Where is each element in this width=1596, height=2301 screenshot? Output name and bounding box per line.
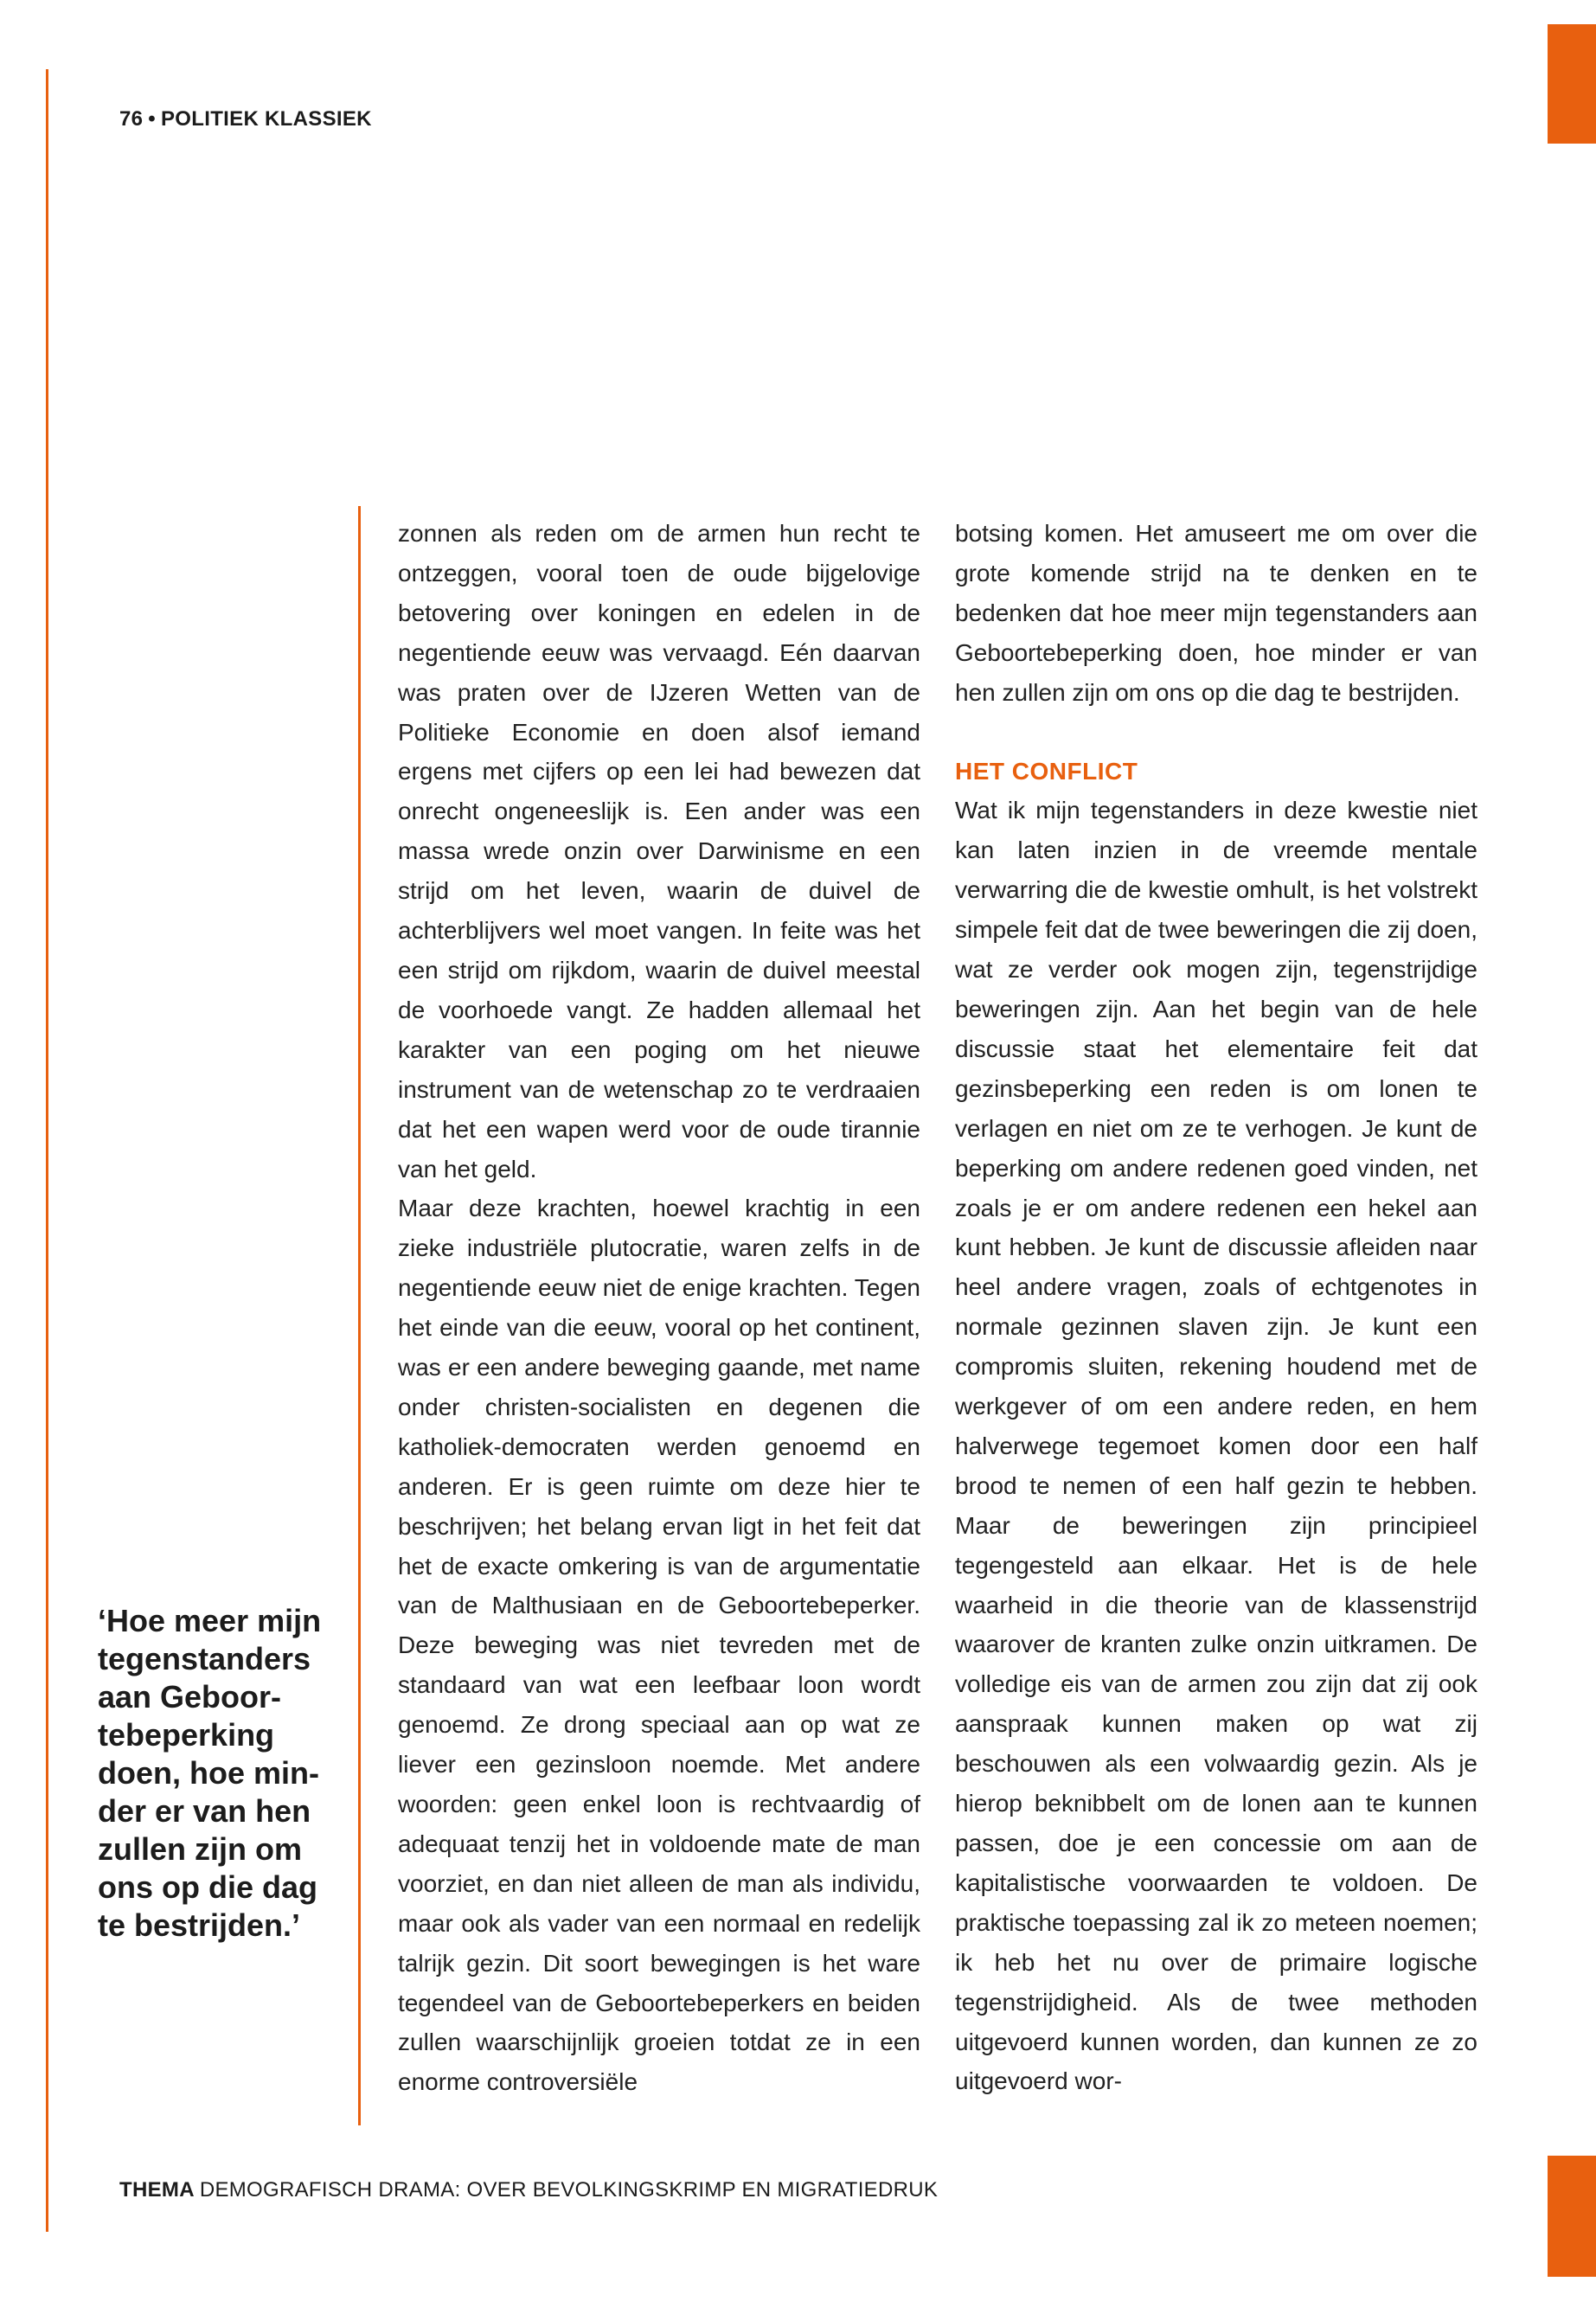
body-paragraph: Maar deze krachten, hoewel krachtig in een zieke industriële plutocratie, waren zelfs in de negentiende eeuw niet de enige krachten. Tegen het einde van die eeuw, vooral op het continent, was er een andere beweging gaande, met name onder christen-socialisten en degenen die katholiek-democraten werden genoemd en anderen. Er is geen ruimte om deze hier te beschrijven; het belang ervan ligt in het feit dat het de exacte omkering is van de argumentatie van de Malthusiaan en de Geboortebeperker. Deze beweging was niet tevreden met de standaard van wat een leefbaar loon wordt genoemd. Ze drong speciaal aan op wat ze liever een gezinsloon noemde. Met andere woorden: geen enkel loon is rechtvaardig of adequaat tenzij het in voldoende mate de man voorziet, en dan niet alleen de man als individu, maar ook als vader van een normaal en redelijk talrijk gezin. Dit soort bewegingen is het ware tegendeel van de Geboortebeperkers en beiden zullen waarschijnlijk groeien totdat ze in een enorme controversiële [398,1195,920,2096]
orange-edge-tab-bottom [1548,2156,1596,2277]
footer-thema-label: THEMA [119,2178,195,2202]
paragraph-spacer [955,713,1477,752]
section-title: POLITIEK KLASSIEK [161,107,372,131]
body-paragraph: botsing komen. Het amuseert me om over die grote komende strijd na te denken en te bedenken dat hoe meer mijn tegenstanders aan Geboortebeperking doen, hoe minder er van hen zullen zijn om ons op die dag te bestrijden. [955,520,1477,706]
footer-title: DEMOGRAFISCH DRAMA: OVER BEVOLKINGSKRIMP EN MIGRATIEDRUK [199,2178,939,2202]
text-column-2 [955,514,1477,2101]
section-heading: HET CONFLICT [955,757,1138,785]
pull-quote-rule [358,506,361,2125]
running-header [119,107,372,131]
text-column-1 [398,514,920,2102]
orange-edge-tab-top [1548,24,1596,144]
body-paragraph: zonnen als reden om de armen hun recht te ontzeggen, vooral toen de oude bijgelovige betovering over koningen en edelen in de negentiende eeuw was vervaagd. Eén daarvan was praten over de IJzeren Wetten van de Politieke Economie en doen alsof iemand ergens met cijfers op een lei had bewezen dat onrecht ongeneeslijk is. Een ander was een massa wrede onzin over Darwinisme en een strijd om het leven, waarin de duivel de achterblijvers wel moet vangen. In feite was het een strijd om rijkdom, waarin de duivel meestal de voorhoede vangt. Ze hadden allemaal het karakter van een poging om het nieuwe instrument van de wetenschap zo te verdraaien dat het een wapen werd voor de oude tirannie van het geld. [398,520,920,1183]
left-margin-rule [46,69,48,2232]
body-paragraph: Wat ik mijn tegenstanders in deze kwestie niet kan laten inzien in de vreemde mentale verwarring die de kwestie omhult, is het volstrekt simpele feit dat de twee beweringen die zij doen, wat ze verder ook mogen zijn, tegenstrijdige beweringen zijn. Aan het begin van de hele discussie staat het elementaire feit dat gezinsbeperking een reden is om lonen te verlagen en niet om ze te verhogen. Je kunt de beperking om andere redenen goed vinden, net zoals je er om andere redenen een hekel aan kunt hebben. Je kunt de discussie afleiden naar heel andere vragen, zoals of echtgenotes in normale gezinnen slaven zijn. Je kunt een compromis sluiten, rekening houdend met de werkgever of om een andere reden, en hem halverwege tegemoet komen door een half brood te nemen of een half gezin te hebben. Maar de beweringen zijn principieel tegengesteld aan elkaar. Het is de hele waarheid in die theorie van de klassenstrijd waarover de kranten zulke onzin uitkramen. De volledige eis van de armen zou zijn dat zij ook aanspraak kunnen maken op wat zij beschouwen als een volwaardig gezin. Als je hierop beknibbelt om de lonen aan te kunnen passen, doe je een concessie om aan de kapitalistische voorwaarden te voldoen. De praktische toepassing zal ik zo meteen noemen; ik heb het nu over de primaire logische tegenstrijdigheid. Als de twee methoden uitgevoerd kunnen worden, dan kunnen ze zo uitgevoerd wor- [955,797,1477,2095]
page-number: 76 [119,107,144,131]
header-separator: • [148,107,156,131]
running-footer [119,2178,938,2202]
pull-quote: ‘Hoe meer mijn tegenstanders aan Geboor- tebeperking doen, hoe min- der er van hen zullen zijn om ons op die dag te bestrijden.’ [98,1603,322,1943]
